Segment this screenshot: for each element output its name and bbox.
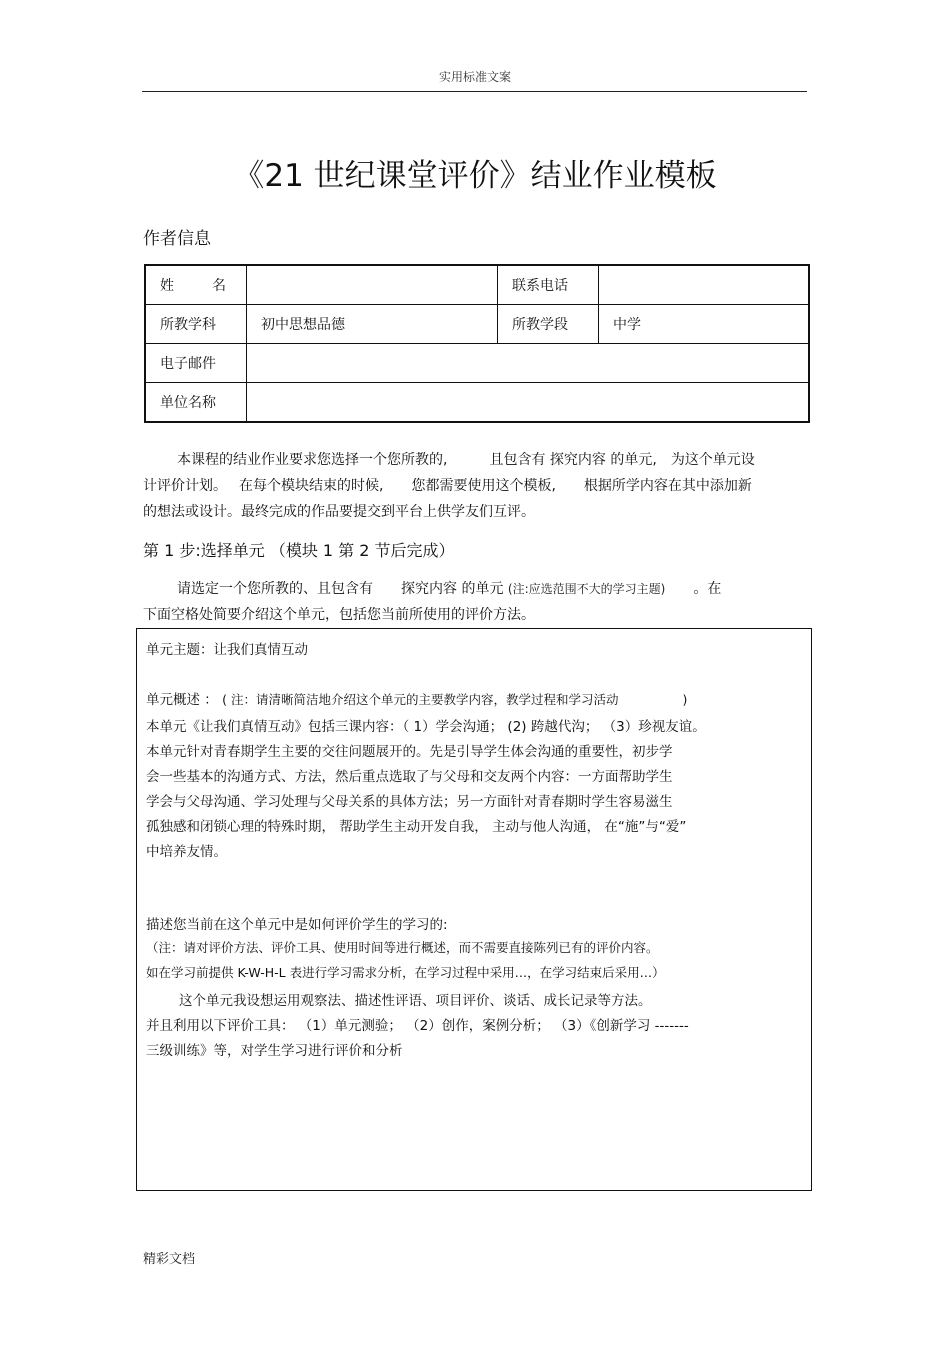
unit-content-line: 孤独感和闭锁心理的特殊时期， 帮助学生主动开发自我， 主动与他人沟通， 在“施”与“爱” <box>146 819 687 835</box>
intro-text: 本课程的结业作业要求您选择一个您所教的, <box>177 452 448 468</box>
document-title: 《21 世纪课堂评价》结业作业模板 <box>233 158 717 194</box>
intro-line-1 <box>143 447 807 473</box>
author-info-table <box>144 264 810 423</box>
intro-text: 您都需要使用这个模板, <box>411 478 556 494</box>
intro-paragraph <box>143 447 807 473</box>
phone-label-cell: 联系电话 <box>498 265 599 305</box>
email-label-cell: 电子邮件 <box>145 344 247 383</box>
email-value-cell[interactable] <box>247 344 810 383</box>
table-row <box>145 344 809 383</box>
assessment-answer-line: 这个单元我设想运用观察法、描述性评语、项目评价、谈话、成长记录等方法。 <box>179 993 652 1009</box>
org-value-cell[interactable] <box>247 383 810 423</box>
unit-description-box[interactable] <box>136 628 812 1191</box>
unit-content-line: 本单元《让我们真情互动》包括三课内容：（ 1）学会沟通； (2) 跨越代沟； （3）珍视友谊。 <box>146 719 706 735</box>
intro-text: 在每个模块结束的时候, <box>239 478 384 494</box>
table-row <box>145 305 809 344</box>
stage-label-cell: 所教学段 <box>498 305 599 344</box>
subject-value-cell[interactable]: 初中思想品德 <box>247 305 498 344</box>
unit-content-line: 本单元针对青春期学生主要的交往问题展开的。先是引导学生体会沟通的重要性，初步学 <box>146 744 673 760</box>
name-label-part: 姓 <box>160 278 174 294</box>
intro-line-2 <box>143 473 807 499</box>
step1-note: (注:应选范围不大的学习主题) <box>507 582 666 596</box>
unit-content-line: 会一些基本的沟通方式、方法，然后重点选取了与父母和交友两个内容：一方面帮助学生 <box>146 769 673 785</box>
step1-instruction-line-1 <box>143 576 807 602</box>
unit-content-line: 学会与父母沟通、学习处理与父母关系的具体方法；另一方面针对青春期时学生容易滋生 <box>146 794 673 810</box>
table-row <box>145 265 809 305</box>
stage-value-cell[interactable]: 中学 <box>599 305 810 344</box>
assessment-note-line-1: （注：请对评价方法、评价工具、使用时间等进行概述，而不需要直接陈列已有的评价内容。 <box>146 940 659 955</box>
unit-theme: 单元主题：让我们真情互动 <box>146 642 308 658</box>
step1-heading: 第 1 步:选择单元 （模块 1 第 2 节后完成） <box>143 541 455 560</box>
unit-overview-note-close: ) <box>682 692 688 707</box>
step1-instruction-line-2: 下面空格处简要介绍这个单元，包括您当前所使用的评价方法。 <box>143 607 535 623</box>
name-value-cell[interactable] <box>247 265 498 305</box>
assessment-answer-line: 并且利用以下评价工具： （1）单元测验； （2）创作，案例分析； （3）《创新学习 ------- <box>146 1018 689 1034</box>
intro-text: 为这个单元设 <box>670 452 755 468</box>
intro-text: 根据所学内容在其中添加新 <box>583 478 752 494</box>
step1-text: 。在 <box>693 581 722 597</box>
subject-label-cell: 所教学科 <box>145 305 247 344</box>
name-label-part: 名 <box>212 278 226 294</box>
step1-text: 探究内容 的单元 <box>401 581 504 597</box>
name-label-cell <box>145 265 247 305</box>
author-info-heading: 作者信息 <box>143 229 211 249</box>
assessment-answer-line: 三级训练》等，对学生学习进行评价和分析 <box>146 1043 403 1059</box>
assessment-label: 描述您当前在这个单元中是如何评价学生的学习的: <box>146 917 448 933</box>
unit-overview-label-line <box>146 688 687 708</box>
page-header: 实用标准文案 <box>438 70 511 84</box>
table-row <box>145 383 809 423</box>
unit-overview-note: ( 注：请清晰简洁地介绍这个单元的主要教学内容，教学过程和学习活动 <box>222 692 619 707</box>
phone-value-cell[interactable] <box>599 265 810 305</box>
intro-text: 且包含有 探究内容 的单元, <box>489 452 657 468</box>
unit-overview-label: 单元概述 ： <box>146 692 218 708</box>
unit-content-line: 中培养友情。 <box>146 844 227 860</box>
intro-text: 计评价计划。 <box>143 478 227 494</box>
header-rule <box>142 91 807 92</box>
page-footer: 精彩文档 <box>143 1252 196 1267</box>
assessment-note-line-2: 如在学习前提供 K-W-H-L 表进行学习需求分析，在学习过程中采用…，在学习结束后采用…） <box>146 965 665 980</box>
org-label-cell: 单位名称 <box>145 383 247 423</box>
step1-text: 请选定一个您所教的、且包含有 <box>177 581 373 597</box>
intro-line-3: 的想法或设计。最终完成的作品要提交到平台上供学友们互评。 <box>143 504 535 520</box>
